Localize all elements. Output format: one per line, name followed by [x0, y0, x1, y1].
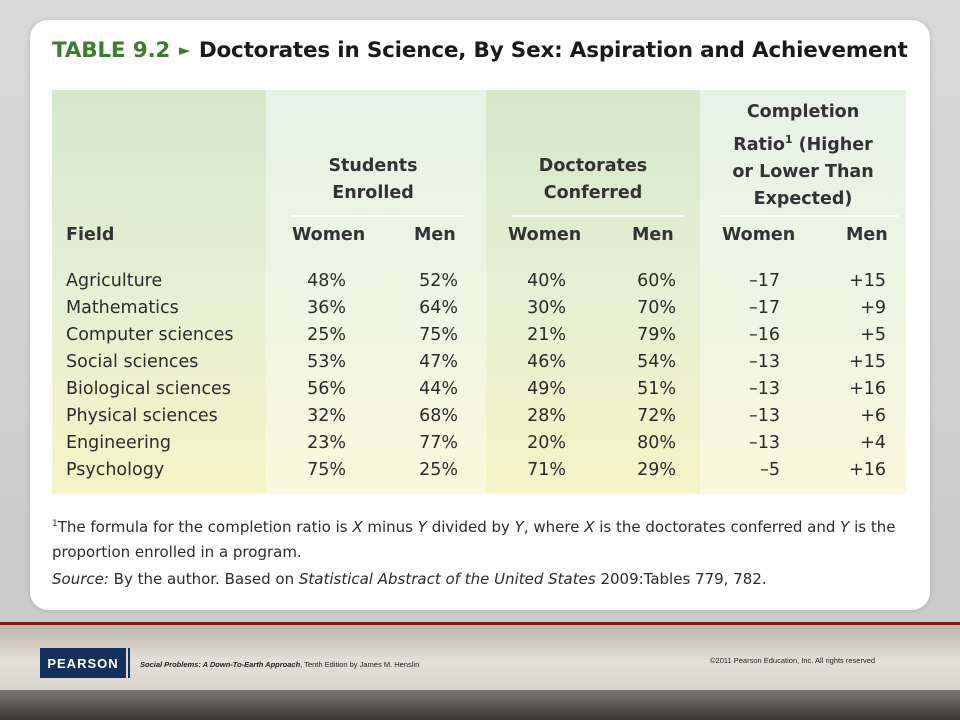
footnote-text-d: , where	[523, 518, 585, 536]
table-cell-rm: +5	[860, 325, 886, 345]
footnote-x: X	[352, 518, 363, 536]
table-cell-ew: 56%	[307, 379, 346, 399]
table-cell-cw: 71%	[527, 460, 566, 480]
table-cell-ew: 36%	[307, 298, 346, 318]
table-cell-rm: +9	[860, 298, 886, 318]
table-cell-cm: 70%	[637, 298, 676, 318]
table-cell-rm: +16	[849, 379, 886, 399]
table-cell-cm: 29%	[637, 460, 676, 480]
table-cell-rw: –17	[748, 271, 780, 291]
table-cell-cm: 54%	[637, 352, 676, 372]
footnote-y3: Y	[840, 518, 850, 536]
table-cell-ew: 75%	[307, 460, 346, 480]
column-header-ratio-women: Women	[722, 225, 796, 245]
row-field-name: Social sciences	[66, 352, 199, 372]
enrolled-divider	[292, 215, 464, 217]
footnote-x2: X	[584, 518, 595, 536]
column-header-conferred-women: Women	[508, 225, 582, 245]
row-field-name: Psychology	[66, 460, 165, 480]
pearson-logo: PEARSON	[40, 648, 126, 678]
conferred-divider	[512, 215, 684, 217]
table-cell-rm: +15	[849, 271, 886, 291]
table-cell-rw: –13	[748, 352, 780, 372]
footnote-line1	[52, 518, 895, 536]
ratio-divider	[720, 215, 898, 217]
row-field-name: Mathematics	[66, 298, 179, 318]
book-credit	[140, 660, 419, 669]
column-header-conferred-men: Men	[632, 225, 674, 245]
table-cell-cw: 46%	[527, 352, 566, 372]
source-line	[52, 570, 767, 588]
table-cell-cw: 49%	[527, 379, 566, 399]
table-cell-rm: +4	[860, 433, 886, 453]
table-title-text: Doctorates in Science, By Sex: Aspiration and Achievement	[198, 38, 908, 63]
book-edition: , Tenth Edition by James M. Henslin	[300, 660, 420, 669]
row-field-name: Computer sciences	[66, 325, 234, 345]
title-arrow-icon: ►	[178, 41, 191, 59]
row-field-name: Physical sciences	[66, 406, 218, 426]
table-cell-cw: 40%	[527, 271, 566, 291]
row-field-name: Agriculture	[66, 271, 163, 291]
table-cell-rw: –16	[748, 325, 780, 345]
table-title	[52, 38, 908, 63]
ratio-higher: (Higher	[792, 134, 873, 155]
logo-divider	[128, 648, 130, 678]
table-cell-cw: 21%	[527, 325, 566, 345]
table-cell-em: 47%	[419, 352, 458, 372]
footer-texture	[0, 690, 960, 720]
column-header-field: Field	[66, 225, 115, 245]
footnote-text-a: The formula for the completion ratio is	[57, 518, 353, 536]
table-cell-em: 25%	[419, 460, 458, 480]
group-header-ratio-line3: or Lower Than	[732, 161, 874, 182]
table-cell-ew: 32%	[307, 406, 346, 426]
table-cell-rw: –5	[760, 460, 780, 480]
table-cell-ew: 53%	[307, 352, 346, 372]
table-cell-cm: 60%	[637, 271, 676, 291]
table-cell-em: 77%	[419, 433, 458, 453]
source-text-a: By the author. Based on	[108, 570, 299, 588]
table-cell-em: 64%	[419, 298, 458, 318]
group-header-enrolled	[266, 153, 480, 207]
source-title: Statistical Abstract of the United States	[298, 570, 596, 588]
column-header-enrolled-women: Women	[292, 225, 366, 245]
footnote-text-c: divided by	[426, 518, 515, 536]
footnote-y: Y	[417, 518, 427, 536]
table-cell-rw: –13	[748, 379, 780, 399]
table-cell-rw: –13	[748, 433, 780, 453]
table-cell-ew: 48%	[307, 271, 346, 291]
table-cell-cw: 28%	[527, 406, 566, 426]
group-header-conferred-line2: Conferred	[543, 183, 643, 203]
source-text-b: 2009:Tables 779, 782.	[595, 570, 767, 588]
footnote-text-b: minus	[362, 518, 418, 536]
group-header-enrolled-line2: Enrolled	[332, 183, 414, 203]
table-cell-cm: 80%	[637, 433, 676, 453]
data-table	[52, 90, 906, 494]
table-cell-rw: –13	[748, 406, 780, 426]
group-header-ratio-line4: Expected)	[753, 188, 853, 209]
row-field-name: Biological sciences	[66, 379, 231, 399]
group-header-conferred	[486, 153, 700, 207]
source-label: Source:	[52, 570, 109, 588]
footnote-y2: Y	[514, 518, 524, 536]
table-cell-em: 52%	[419, 271, 458, 291]
table-cell-cm: 72%	[637, 406, 676, 426]
book-title: Social Problems: A Down-To-Earth Approach	[140, 660, 301, 669]
copyright-text: ©2011 Pearson Education, Inc. All rights reserved	[710, 656, 876, 665]
footer-divider	[0, 622, 960, 625]
table-cell-rm: +15	[849, 352, 886, 372]
table-cell-ew: 23%	[307, 433, 346, 453]
footnote-text-e: is the doctorates conferred and	[594, 518, 841, 536]
table-cell-cm: 79%	[637, 325, 676, 345]
table-cell-rm: +6	[860, 406, 886, 426]
table-cell-em: 75%	[419, 325, 458, 345]
ratio-word: Ratio	[733, 134, 785, 155]
group-header-ratio-line1: Completion	[746, 102, 860, 122]
row-field-name: Engineering	[66, 433, 171, 453]
table-number: TABLE 9.2	[52, 38, 171, 63]
table-cell-rm: +16	[849, 460, 886, 480]
group-header-enrolled-line1: Students	[328, 156, 418, 176]
footnote-marker: 1	[52, 519, 58, 529]
group-header-conferred-line1: Doctorates	[538, 156, 648, 176]
group-header-ratio	[700, 99, 906, 213]
footnote-text-f: is the	[849, 518, 896, 536]
column-header-enrolled-men: Men	[414, 225, 456, 245]
table-cell-em: 44%	[419, 379, 458, 399]
table-cell-cm: 51%	[637, 379, 676, 399]
table-cell-cw: 30%	[527, 298, 566, 318]
column-header-ratio-men: Men	[846, 225, 888, 245]
footnote-line2: proportion enrolled in a program.	[52, 543, 302, 561]
table-cell-rw: –17	[748, 298, 780, 318]
table-cell-cw: 20%	[527, 433, 566, 453]
ratio-footnote-marker: 1	[784, 133, 793, 146]
table-cell-ew: 25%	[307, 325, 346, 345]
group-header-ratio-line2	[700, 126, 906, 159]
table-cell-em: 68%	[419, 406, 458, 426]
